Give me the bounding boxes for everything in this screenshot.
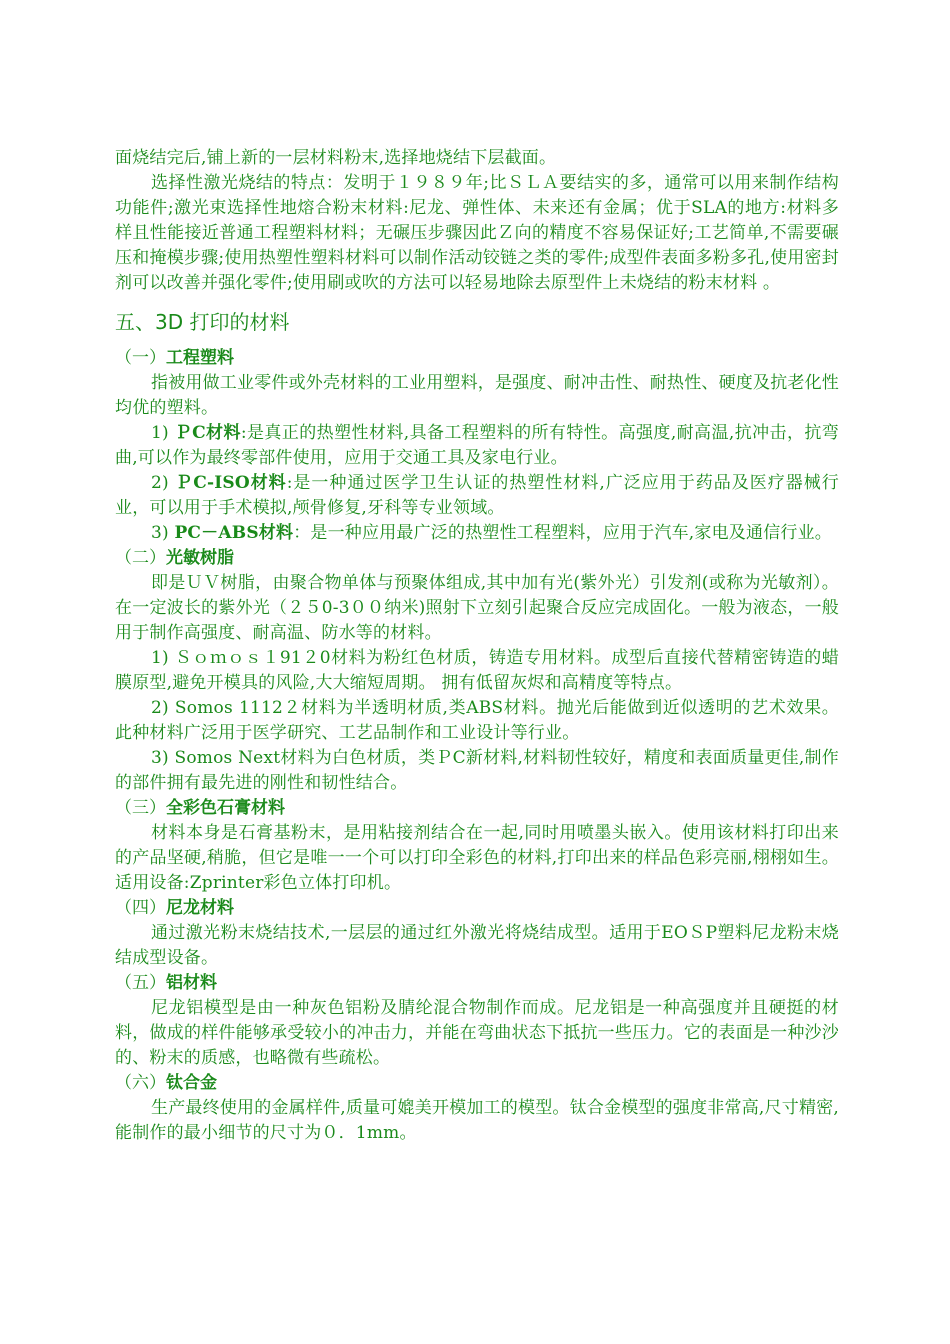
material-name: PC－ABS材料 (174, 523, 294, 543)
paragraph-gypsum: 材料本身是石膏基粉末，是用粘接剂结合在一起,同时用喷墨头嵌入。使用该材料打印出来的产品坚硬,稍脆，但它是唯一一个可以打印全彩色的材料,打印出来的样品色彩亮丽,栩栩如生。适用设备:Zprinter彩色立体打印机。 (115, 823, 839, 893)
subsection-heading-photosensitive-resin (115, 546, 839, 571)
heading-text: 钛合金 (166, 1073, 217, 1093)
heading-number: （二） (115, 548, 166, 568)
material-desc: ：是一种应用最广泛的热塑性工程塑料，应用于汽车,家电及通信行业。 (293, 523, 833, 543)
section-title: 五、3D 打印的材料 (115, 310, 290, 334)
heading-number: （五） (115, 973, 166, 993)
heading-text: 全彩色石膏材料 (166, 798, 285, 818)
paragraph-nylon: 通过激光粉末烧结技术,一层层的通过红外激光将烧结成型。适用于EOＳP塑料尼龙粉末烧结成型设备。 (115, 923, 839, 968)
paragraph-titanium: 生产最终使用的金属样件,质量可媲美开模加工的模型。钛合金模型的强度非常高,尺寸精密,能制作的最小细节的尺寸为０．1mm。 (115, 1098, 839, 1143)
material-desc: :是真正的热塑性材料,具备工程塑料的所有特性。高强度,耐高温,抗冲击，抗弯曲,可以作为最终零部件使用，应用于交通工具及家电行业。 (115, 423, 839, 468)
heading-number: （三） (115, 798, 166, 818)
list-item-somos-next: 3) Somos Next材料为白色材质，类ＰC新材料,材料韧性较好，精度和表面质量更佳,制作的部件拥有最先进的刚性和韧性结合。 (115, 748, 839, 793)
paragraph-aluminum: 尼龙铝模型是由一种灰色铝粉及腈纶混合物制作而成。尼龙铝是一种高强度并且硬挺的材料，做成的样件能够承受较小的冲击力，并能在弯曲状态下抵抗一些压力。它的表面是一种沙沙的、粉末的质感，也略微有些疏松。 (115, 998, 839, 1068)
document-page (115, 146, 839, 1146)
paragraph-engineering-plastics: 指被用做工业零件或外壳材料的工业用塑料，是强度、耐冲击性、耐热性、硬度及抗老化性均优的塑料。 (115, 373, 839, 418)
item-number: 3) (151, 523, 175, 543)
heading-number: （四） (115, 898, 166, 918)
paragraph-photosensitive-resin: 即是ＵＶ树脂，由聚合物单体与预聚体组成,其中加有光(紫外光）引发剂(或称为光敏剂）。在一定波长的紫外光（２５0-3００纳米)照射下立刻引起聚合反应完成固化。一般为液态，一般用于制作高强度、耐高温、防水等的材料。 (115, 573, 839, 643)
heading-text: 铝材料 (166, 973, 217, 993)
list-item-pc-abs (115, 521, 839, 546)
list-item-somos-19120: 1) Ｓｏｍｏｓ１91２0材料为粉红色材质，铸造专用材料。成型后直接代替精密铸造的蜡膜原型,避免开模具的风险,大大缩短周期。 拥有低留灰烬和高精度等特点。 (115, 648, 839, 693)
heading-text: 光敏树脂 (166, 548, 234, 568)
material-name: ＰC-ISO材料 (175, 473, 287, 493)
item-number: 1) (151, 423, 175, 443)
heading-number: （六） (115, 1073, 166, 1093)
list-item-pc (115, 421, 839, 471)
subsection-heading-engineering-plastics (115, 346, 839, 371)
list-item-pc-iso (115, 471, 839, 521)
heading-number: （一） (115, 348, 166, 368)
paragraph-intro-continuation: 面烧结完后,铺上新的一层材料粉末,选择地烧结下层截面。 (115, 148, 557, 168)
paragraph-sls-features: 选择性激光烧结的特点：发明于１９８９年;比ＳＬＡ要结实的多，通常可以用来制作结构功能件;激光束选择性地熔合粉末材料:尼龙、弹性体、未来还有金属；优于SLA的地方:材料多样且性能接近普通工程塑料材料；无碾压步骤因此Ｚ向的精度不容易保证好;工艺简单,不需要碾压和掩模步骤;使用热塑性塑料材料可以制作活动铰链之类的零件;成型件表面多粉多孔,使用密封剂可以改善并强化零件;使用刷或吹的方法可以轻易地除去原型件上未烧结的粉末材料 。 (115, 173, 839, 293)
subsection-heading-aluminum (115, 971, 839, 996)
heading-text: 工程塑料 (166, 348, 234, 368)
subsection-heading-titanium (115, 1071, 839, 1096)
subsection-heading-nylon (115, 896, 839, 921)
list-item-somos-11122: 2) Somos 1112２材料为半透明材质,类ABS材料。抛光后能做到近似透明的艺术效果。此种材料广泛用于医学研究、工艺品制作和工业设计等行业。 (115, 698, 839, 743)
material-desc: :是一种通过医学卫生认证的热塑性材料,广泛应用于药品及医疗器械行业，可以用于手术模拟,颅骨修复,牙科等专业领域。 (115, 473, 840, 518)
heading-text: 尼龙材料 (166, 898, 234, 918)
material-name: ＰC材料 (174, 423, 241, 443)
subsection-heading-gypsum (115, 796, 839, 821)
item-number: 2) (151, 473, 176, 493)
